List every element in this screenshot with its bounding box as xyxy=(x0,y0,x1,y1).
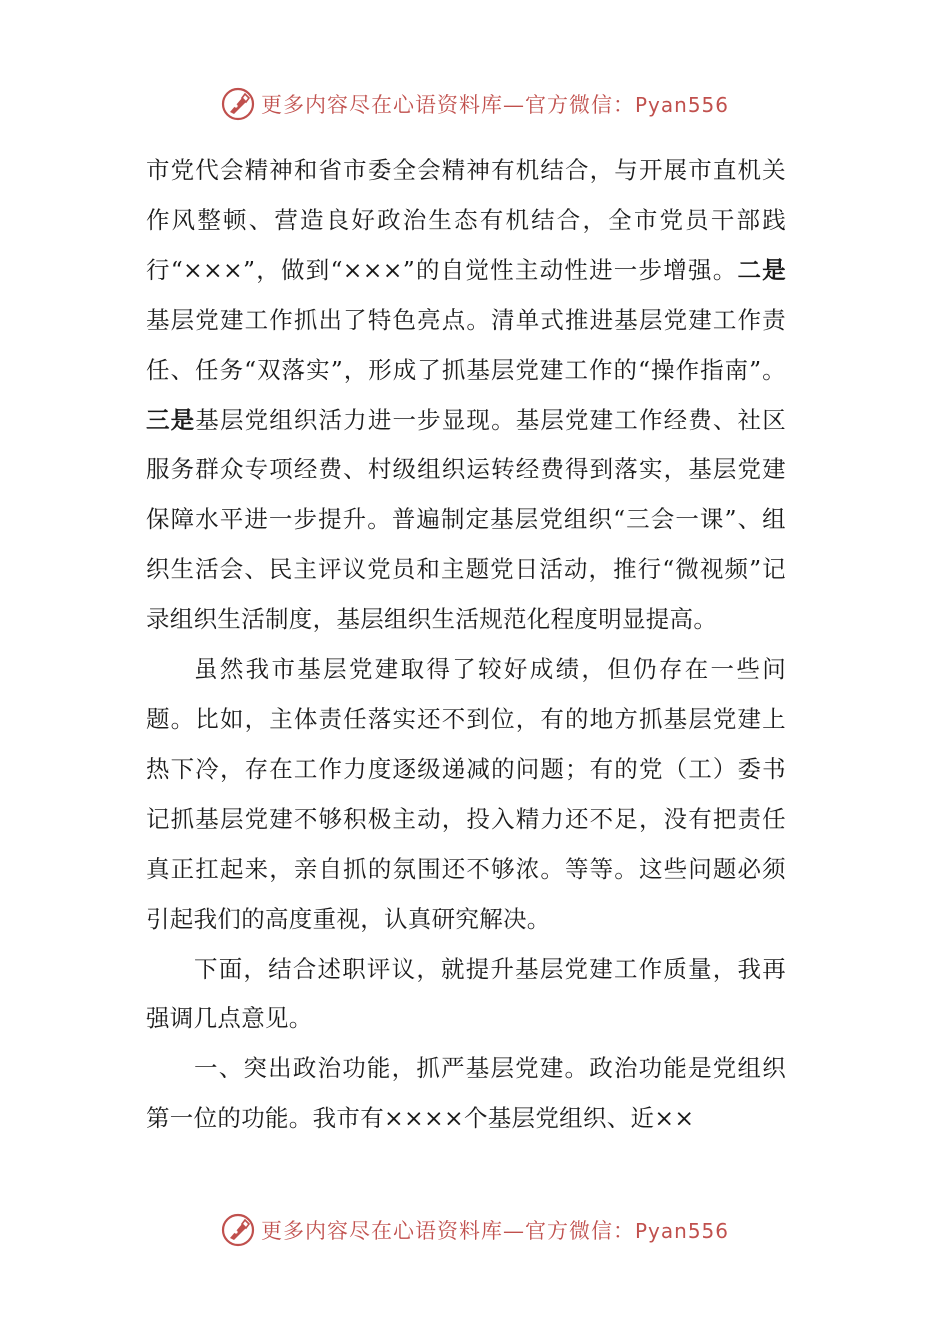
bold-marker: 二是 xyxy=(737,255,786,284)
banner-label: 更多内容尽在心语资料库—官方微信： xyxy=(260,1219,635,1243)
wechat-id: Pyan556 xyxy=(634,1219,729,1243)
banner-text xyxy=(261,1215,729,1245)
paragraph xyxy=(146,146,786,645)
text-run: 一、突出政治功能，抓严基层党建。政治功能是党组织第一位的功能。我市有××××个基层党组织、近×× xyxy=(146,1054,786,1133)
paragraph xyxy=(146,945,786,1045)
text-run: 虽然我市基层党建取得了较好成绩，但仍存在一些问题。比如，主体责任落实还不到位，有的地方抓基层党建上热下冷，存在工作力度逐级递减的问题；有的党（工）委书记抓基层党建不够积极主动，投入精力还不足，没有把责任真正扛起来，亲自抓的氛围还不够浓。等等。这些问题必须引起我们的高度重视，认真研究解决。 xyxy=(146,655,786,933)
banner-label: 更多内容尽在心语资料库—官方微信： xyxy=(260,93,635,117)
text-run: 基层党建工作抓出了特色亮点。清单式推进基层党建工作责任、任务“双落实”，形成了抓基层党建工作的“操作指南”。 xyxy=(146,305,786,384)
wechat-id: Pyan556 xyxy=(634,93,729,117)
header-banner xyxy=(0,84,950,124)
document-body xyxy=(146,146,786,1144)
text-run: 市党代会精神和省市委全会精神有机结合，与开展市直机关作风整顿、营造良好政治生态有机结合，全市党员干部践行“×××”，做到“×××”的自觉性主动性进一步增强。 xyxy=(146,156,786,284)
pen-nib-logo-icon xyxy=(221,1213,255,1247)
bold-marker: 三是 xyxy=(146,405,196,434)
footer-banner xyxy=(0,1210,950,1250)
paragraph xyxy=(146,1044,786,1144)
text-run: 下面，结合述职评议，就提升基层党建工作质量，我再强调几点意见。 xyxy=(146,954,786,1033)
paragraph xyxy=(146,645,786,944)
text-run: 基层党组织活力进一步显现。基层党建工作经费、社区服务群众专项经费、村级组织运转经费得到落实，基层党建保障水平进一步提升。普遍制定基层党组织“三会一课”、组织生活会、民主评议党员和主题党日活动，推行“微视频”记录组织生活制度，基层组织生活规范化程度明显提高。 xyxy=(146,405,786,634)
banner-text xyxy=(261,89,729,119)
pen-nib-logo-icon xyxy=(221,87,255,121)
